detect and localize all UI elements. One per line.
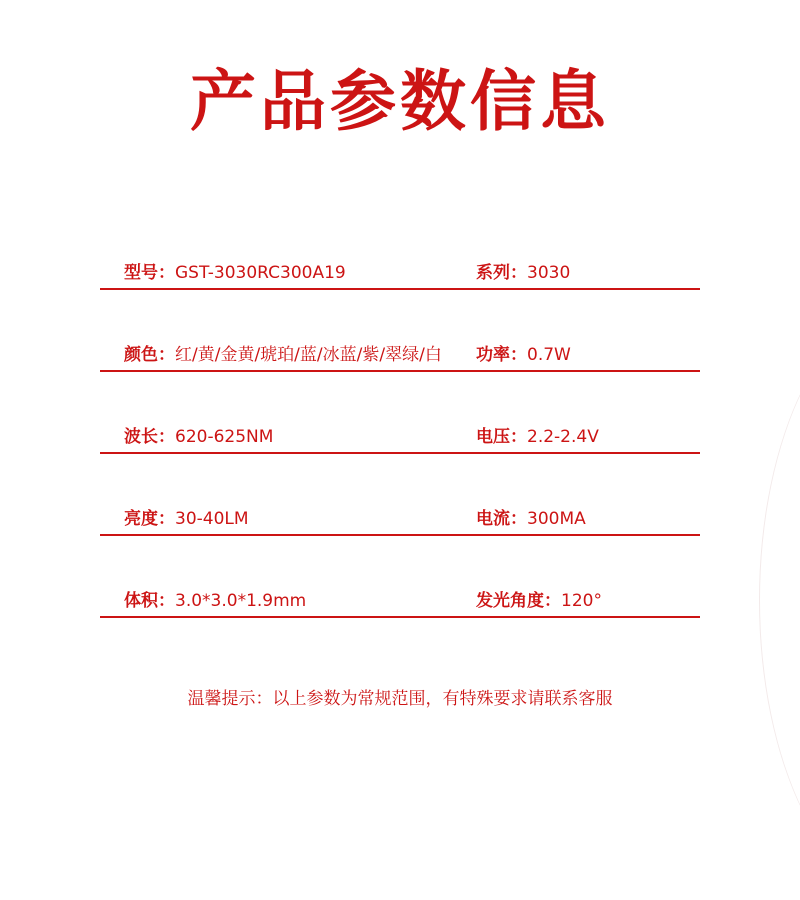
spec-value: 2.2-2.4V bbox=[527, 427, 599, 447]
spec-label: 电压： bbox=[476, 427, 527, 447]
spec-power bbox=[476, 340, 571, 365]
spec-label: 发光角度： bbox=[476, 591, 561, 611]
spec-row-color-power bbox=[100, 336, 700, 372]
spec-value: 620-625NM bbox=[175, 427, 274, 447]
spec-label: 亮度： bbox=[124, 509, 175, 529]
spec-label: 系列： bbox=[476, 263, 527, 283]
page-title: 产品参数信息 bbox=[190, 63, 610, 140]
spec-label: 体积： bbox=[124, 591, 175, 611]
spec-label: 功率： bbox=[476, 345, 527, 365]
spec-brightness bbox=[124, 504, 249, 529]
spec-color bbox=[124, 340, 442, 365]
spec-row-wavelength-voltage bbox=[100, 418, 700, 454]
spec-label: 型号： bbox=[124, 263, 175, 283]
spec-row-brightness-current bbox=[100, 500, 700, 536]
spec-value: 红/黄/金黄/琥珀/蓝/冰蓝/紫/翠绿/白 bbox=[175, 345, 442, 365]
spec-row-model-series bbox=[100, 254, 700, 290]
spec-label: 波长： bbox=[124, 427, 175, 447]
spec-current bbox=[476, 504, 586, 529]
spec-voltage bbox=[476, 422, 599, 447]
spec-series bbox=[476, 258, 570, 283]
decorative-arc bbox=[759, 300, 800, 900]
spec-value: GST-3030RC300A19 bbox=[175, 263, 346, 283]
spec-value: 3.0*3.0*1.9mm bbox=[175, 591, 307, 611]
spec-row-size-angle bbox=[100, 582, 700, 618]
spec-label: 颜色： bbox=[124, 345, 175, 365]
spec-value: 3030 bbox=[527, 263, 571, 283]
spec-value: 0.7W bbox=[527, 345, 571, 365]
spec-wavelength bbox=[124, 422, 273, 447]
spec-value: 30-40LM bbox=[175, 509, 249, 529]
spec-beam-angle bbox=[476, 586, 602, 611]
spec-label: 电流： bbox=[476, 509, 527, 529]
spec-value: 300MA bbox=[527, 509, 586, 529]
spec-model bbox=[124, 258, 346, 283]
footer-note: 温馨提示：以上参数为常规范围，有特殊要求请联系客服 bbox=[187, 689, 613, 709]
spec-value: 120° bbox=[561, 591, 602, 611]
spec-size bbox=[124, 586, 306, 611]
spec-table bbox=[100, 254, 700, 664]
